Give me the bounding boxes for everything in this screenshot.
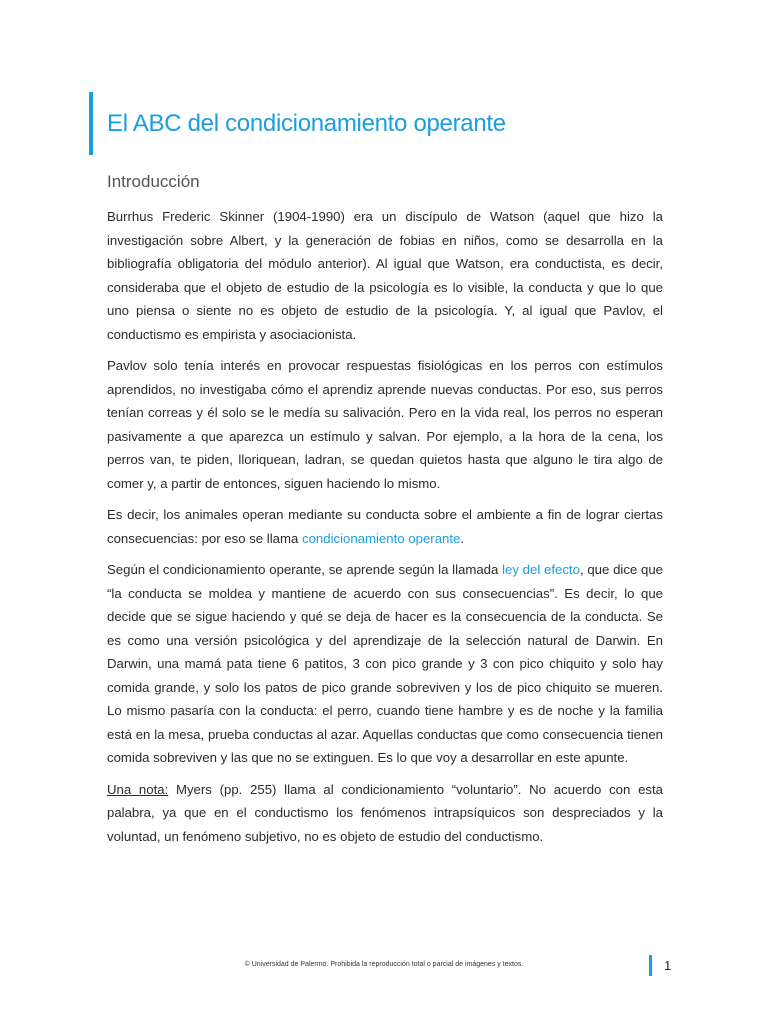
footer-copyright: © Universidad de Palermo. Prohibida la reproducción total o parcial de imágenes y textos. [244, 961, 524, 968]
paragraph-1: Burrhus Frederic Skinner (1904-1990) era un discípulo de Watson (aquel que hizo la investigación sobre Albert, y la generación de fobias en niños, como se desarrolla en la bibliografía obligatoria del módulo anterior). Al igual que Watson, era conductista, es decir, consideraba que el objeto de estudio de la psicología es lo visible, la conducta y que lo que uno piensa o siente no es objeto de estudio de la psicología. Y, al igual que Pavlov, el conductismo es empirista y asociacionista. [107, 209, 663, 342]
paragraph-4-rest: , que dice que “la conducta se moldea y mantiene de acuerdo con sus consecuencias”. Es decir, lo que decide que se sigue haciendo y qué se deja de hacer es la consecuencia de la conducta. Se es como una versión psicológica y del aprendizaje de la selección natural de Darwin. En Darwin, una mamá pata tiene 6 patitos, 3 con pico grande y 3 con pico chiquito y solo hay comida grande, y solo los patos de pico grande sobreviven y los de pico chiquito se mueren. Lo mismo pasaría con la conducta: el perro, cuando tiene hambre y es de noche y la familia está en la mesa, prueba conductas al azar. Aquellas conductas que como consecuencia tienen comida sobreviven y las que no se extinguen. Es lo que voy a desarrollar en este apunte. [107, 562, 664, 765]
page-title: El ABC del condicionamiento operante [107, 110, 506, 137]
paragraph-3-end: . [460, 530, 465, 546]
paragraph-2: Pavlov solo tenía interés en provocar respuestas fisiológicas en los perros con estímulos aprendidos, no investigaba cómo el aprendiz aprende nuevas conductas. Por eso, sus perros tenían correas y él solo se le medía su salivación. Pero en la vida real, los perros no esperan pasivamente a que aparezca un estímulo y salvan. Por ejemplo, a la hora de la cena, los perros van, te piden, lloriquean, ladran, se quedan quietos hasta que alguno le tira algo de comer y, a partir de entonces, siguen haciendo lo mismo. [107, 358, 663, 491]
term-condicionamiento-operante: condicionamiento operante [302, 530, 461, 546]
paragraph-4 [107, 558, 663, 770]
paragraph-3 [107, 503, 663, 550]
page-number: 1 [664, 958, 672, 973]
note-text: Myers (pp. 255) llama al condicionamiento “voluntario”. No acuerdo con esta palabra, ya que en el conductismo los fenómenos intrapsíquicos son despreciados y la voluntad, un fenómeno subjetivo, no es objeto de estudio del conductismo. [107, 781, 663, 844]
section-heading: Introducción [107, 172, 200, 191]
paragraph-3-text: Es decir, los animales operan mediante su conducta sobre el ambiente a fin de lograr ciertas consecuencias: por eso se llama [107, 507, 663, 546]
note-label: Una nota: [107, 781, 169, 797]
page-number-accent-bar [649, 955, 652, 976]
term-ley-del-efecto: ley del efecto [502, 562, 580, 577]
body-text [107, 205, 663, 856]
paragraph-5 [107, 778, 663, 849]
title-accent-bar [89, 92, 93, 155]
paragraph-4-text: Según el condicionamiento operante, se aprende según la llamada [107, 562, 503, 577]
